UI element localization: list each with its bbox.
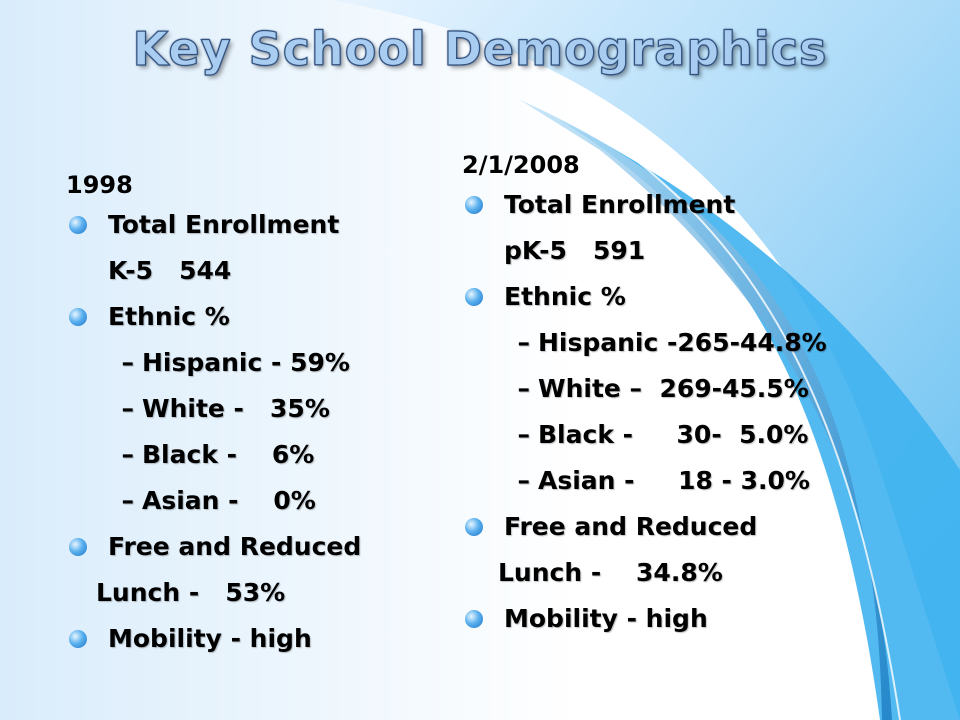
list-item: – Hispanic - 59% — [66, 340, 361, 386]
list-item: – Black - 6% — [66, 432, 361, 478]
column-1998 — [66, 168, 361, 662]
year-heading: 2/1/2008 — [462, 151, 580, 179]
bullet-icon — [66, 294, 108, 340]
list-item: – Hispanic -265-44.8% — [462, 320, 827, 366]
dash-icon: – — [517, 466, 530, 495]
list-item: Free and Reduced — [462, 504, 827, 550]
bullet-icon — [66, 524, 108, 570]
list-item: Total Enrollment — [462, 182, 827, 228]
bullet-icon — [462, 504, 504, 550]
list-item: Mobility - high — [66, 616, 361, 662]
list-item: Ethnic % — [66, 294, 361, 340]
dash-icon: – — [517, 374, 530, 403]
list-item: – White – 269-45.5% — [462, 366, 827, 412]
list-item: – Black - 30- 5.0% — [462, 412, 827, 458]
dash-icon: – — [121, 394, 134, 423]
list-item: Lunch - 53% — [96, 578, 286, 607]
bullet-icon — [462, 182, 504, 228]
bullet-icon — [462, 596, 504, 642]
column-2008 — [462, 148, 827, 642]
dash-icon: – — [121, 486, 134, 515]
list-item: – Asian - 0% — [66, 478, 361, 524]
dash-icon: – — [517, 420, 530, 449]
list-item: – Asian - 18 - 3.0% — [462, 458, 827, 504]
bullet-icon — [66, 202, 108, 248]
list-item: pK-5 591 — [504, 236, 646, 265]
bullet-icon — [66, 616, 108, 662]
list-item: Total Enrollment — [66, 202, 361, 248]
dash-icon: – — [121, 348, 134, 377]
bullet-icon — [462, 274, 504, 320]
list-item: Free and Reduced — [66, 524, 361, 570]
dash-icon: – — [121, 440, 134, 469]
list-item: – White - 35% — [66, 386, 361, 432]
list-item: Lunch - 34.8% — [498, 558, 723, 587]
list-item: K-5 544 — [108, 256, 232, 285]
dash-icon: – — [517, 328, 530, 357]
year-heading: 1998 — [66, 171, 133, 199]
slide-title: Key School Demographics — [132, 22, 828, 76]
list-item: Mobility - high — [462, 596, 827, 642]
list-item: Ethnic % — [462, 274, 827, 320]
